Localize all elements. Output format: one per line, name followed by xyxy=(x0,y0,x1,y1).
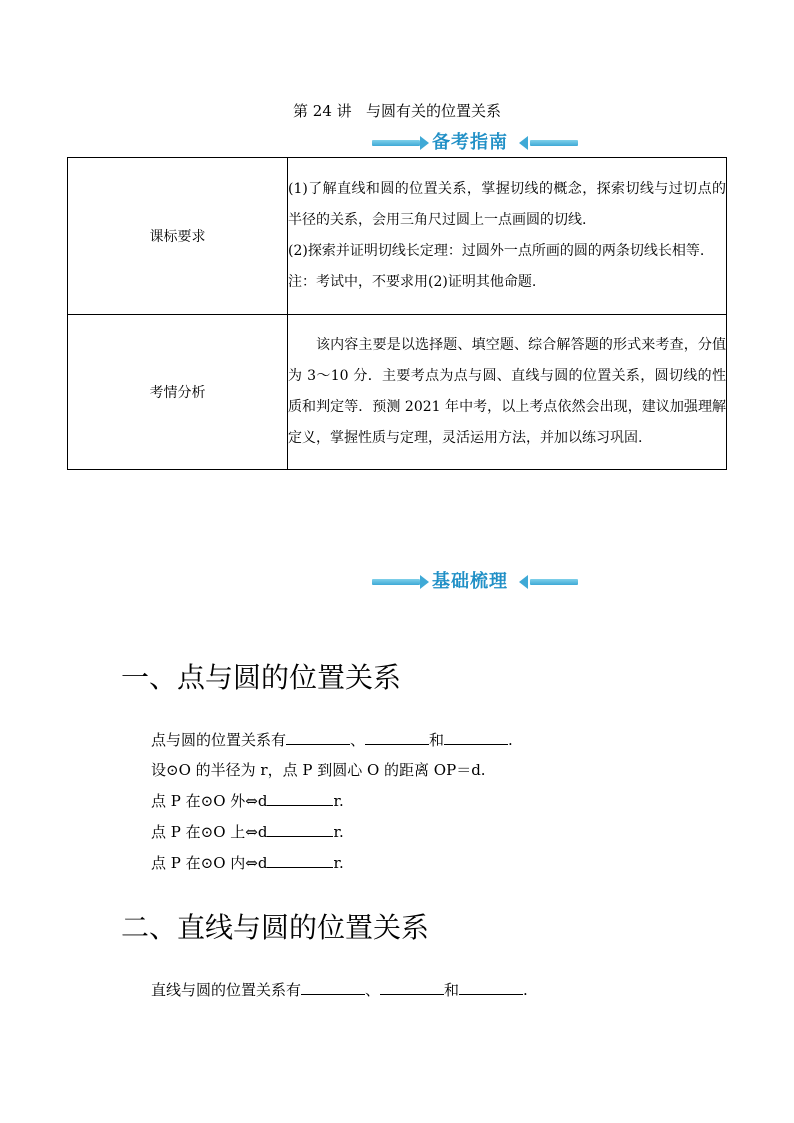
analysis-text: 该内容主要是以选择题、填空题、综合解答题的形式来考查，分值为 3～10 分．主要考点为点与圆、直线与圆的位置关系，圆切线的性质和判定等．预测 2021 年中考，以上考点依然会出现，建议加强理解定义，掌握性质与定理，灵活运用方法，并加以练习巩固. xyxy=(288,337,726,446)
fill-blank[interactable] xyxy=(444,730,508,745)
fill-blank[interactable] xyxy=(267,791,333,806)
arrow-left-icon xyxy=(519,575,528,589)
fill-blank[interactable] xyxy=(365,730,429,745)
condition-end: r. xyxy=(333,854,344,872)
fill-blank[interactable] xyxy=(286,730,350,745)
banner-label: 基础梳理 xyxy=(432,571,508,592)
row-content xyxy=(288,315,727,470)
arrow-right-icon xyxy=(420,136,429,150)
section1-heading: 一、点与圆的位置关系 xyxy=(121,661,402,694)
section2-intro xyxy=(151,980,528,1000)
banner-right-bar xyxy=(530,140,578,146)
separator: 和 xyxy=(429,731,445,749)
arrow-right-icon xyxy=(420,575,429,589)
section1-intro xyxy=(151,730,513,750)
banner-left-bar xyxy=(372,140,420,146)
banner-basics xyxy=(372,571,578,593)
table-row xyxy=(68,315,727,470)
condition-end: r. xyxy=(333,792,344,810)
period: . xyxy=(523,981,528,999)
row-label: 考情分析 xyxy=(68,315,288,470)
fill-blank[interactable] xyxy=(267,853,333,868)
banner-right-bar xyxy=(530,579,578,585)
section1-setup: 设⊙O 的半径为 r，点 P 到圆心 O 的距离 OP＝d. xyxy=(151,761,486,779)
row-content xyxy=(288,158,727,315)
separator: 和 xyxy=(444,981,460,999)
requirement-2: (2)探索并证明切线长定理：过圆外一点所画的圆的两条切线长相等. xyxy=(288,243,705,259)
requirement-1: (1)了解直线和圆的位置关系，掌握切线的概念，探索切线与过切点的半径的关系，会用三角尺过圆上一点画圆的切线. xyxy=(288,181,726,228)
page-title xyxy=(0,101,794,121)
condition-outside xyxy=(151,791,344,811)
banner-guide xyxy=(372,132,578,154)
condition-text: 点 P 在⊙O 上⇔d xyxy=(151,823,268,841)
row-label: 课标要求 xyxy=(68,158,288,315)
fill-blank[interactable] xyxy=(459,980,523,995)
guide-table xyxy=(67,157,727,470)
condition-text: 点 P 在⊙O 内⇔d xyxy=(151,854,268,872)
intro-text: 点与圆的位置关系有 xyxy=(151,731,287,749)
fill-blank[interactable] xyxy=(301,980,365,995)
fill-blank[interactable] xyxy=(380,980,444,995)
section2-heading: 二、直线与圆的位置关系 xyxy=(121,911,430,944)
condition-text: 点 P 在⊙O 外⇔d xyxy=(151,792,268,810)
lecture-number: 第 24 讲 xyxy=(293,102,352,120)
fill-blank[interactable] xyxy=(267,822,333,837)
separator: 、 xyxy=(365,981,381,999)
condition-end: r. xyxy=(333,823,344,841)
lecture-title: 与圆有关的位置关系 xyxy=(365,102,501,120)
requirement-note: 注：考试中，不要求用(2)证明其他命题. xyxy=(288,274,537,290)
separator: 、 xyxy=(350,731,366,749)
table-row xyxy=(68,158,727,315)
banner-left-bar xyxy=(372,579,420,585)
banner-label: 备考指南 xyxy=(432,132,508,153)
period: . xyxy=(508,731,513,749)
intro-text: 直线与圆的位置关系有 xyxy=(151,981,302,999)
condition-on xyxy=(151,822,344,842)
arrow-left-icon xyxy=(519,136,528,150)
condition-inside xyxy=(151,853,344,873)
